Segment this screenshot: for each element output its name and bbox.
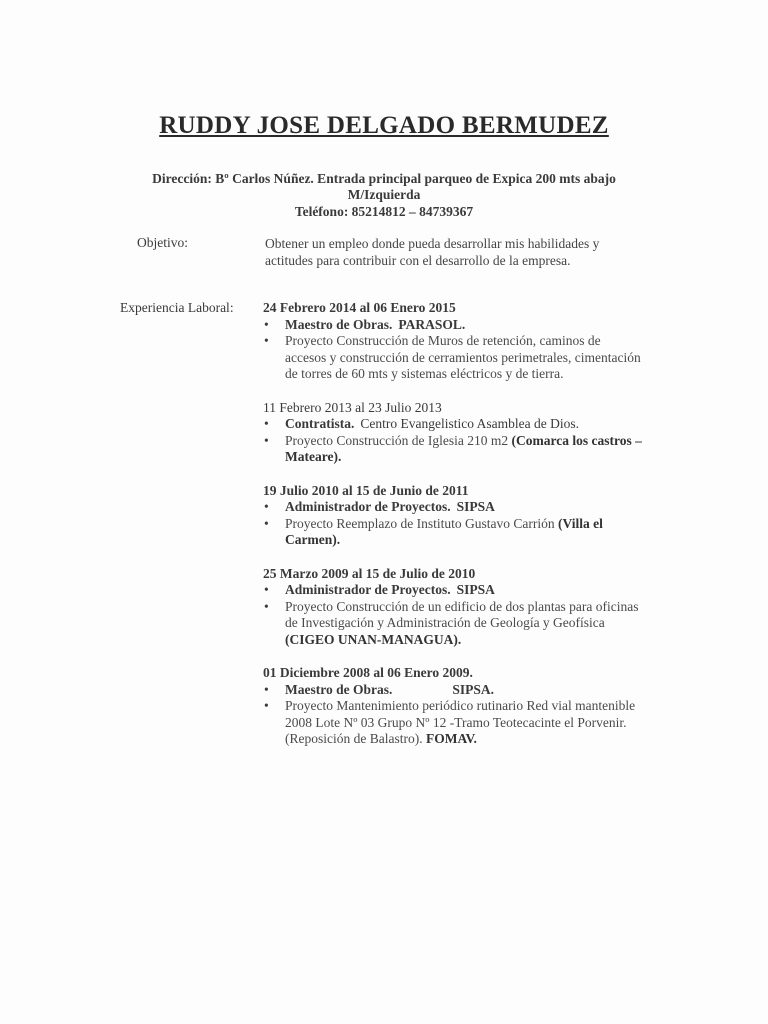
job-role: Maestro de Obras. — [285, 316, 393, 332]
job-role-item — [263, 499, 643, 516]
job-entry — [263, 300, 643, 383]
job-description-item — [263, 698, 643, 748]
job-description-item — [263, 516, 643, 549]
experience-list — [263, 300, 643, 765]
objective-label: Objetivo: — [137, 235, 188, 250]
job-role-item — [263, 416, 643, 433]
job-date: 24 Febrero 2014 al 06 Enero 2015 — [263, 300, 456, 315]
job-company: SIPSA — [456, 582, 495, 597]
objective-text: Obtener un empleo donde pueda desarrollar mis habilidades y actitudes para contribuir con el desarrollo de la empresa. — [265, 236, 600, 268]
job-location: (Villa el Carmen). — [285, 515, 603, 547]
job-role-item — [263, 682, 643, 699]
job-description: Proyecto Construcción de un edificio de dos plantas para oficinas de Investigación y Administración de Geología y Geofísica — [285, 598, 639, 630]
job-description: Proyecto Construcción de Iglesia 210 m2 — [285, 432, 509, 448]
job-details — [263, 499, 643, 549]
job-description-item — [263, 333, 643, 383]
job-description: Proyecto Construcción de Muros de retención, caminos de accesos y construcción de cerramientos perimetrales, cimentación de torres de 60 mts y sistemas eléctricos y de tierra. — [285, 333, 641, 381]
job-date: 25 Marzo 2009 al 15 de Julio de 2010 — [263, 565, 476, 581]
job-role-item — [263, 317, 643, 334]
job-description: Proyecto Reemplazo de Instituto Gustavo Carrión — [285, 515, 555, 531]
job-description: Proyecto Mantenimiento periódico rutinario Red vial mantenible 2008 Lote Nº 03 Grupo Nº 12 -Tramo Teotecacinte el Porvenir. (Reposición de Balastro). — [285, 698, 636, 746]
job-entry — [263, 400, 643, 466]
job-company: Centro Evangelistico Asamblea de Dios. — [360, 416, 579, 431]
job-company: SIPSA — [456, 499, 495, 514]
job-role: Administrador de Proyectos. — [285, 582, 451, 597]
job-details — [263, 416, 643, 466]
job-role: Contratista. — [285, 416, 355, 431]
job-details — [263, 582, 643, 648]
job-entry — [263, 665, 643, 748]
address-line: Dirección: Bº Carlos Núñez. Entrada principal parqueo de Expica 200 mts abajo — [152, 171, 616, 186]
job-details — [263, 317, 643, 383]
job-client: FOMAV. — [425, 731, 477, 746]
experience-label: Experiencia Laboral: — [120, 300, 234, 315]
phone-line: Teléfono: 85214812 – 84739367 — [294, 204, 474, 219]
job-role-item — [263, 582, 643, 599]
job-company: PARASOL. — [398, 316, 466, 332]
job-location: (CIGEO UNAN-MANAGUA). — [285, 631, 462, 647]
job-entry — [263, 566, 643, 649]
job-role: Maestro de Obras. — [285, 681, 393, 697]
job-description-item — [263, 599, 643, 649]
job-description-item — [263, 433, 643, 466]
job-date: 19 Julio 2010 al 15 de Junio de 2011 — [263, 482, 469, 498]
resume-title: RUDDY JOSE DELGADO BERMUDEZ — [159, 112, 609, 139]
job-company: SIPSA. — [452, 681, 495, 697]
job-details — [263, 682, 643, 748]
address-line-continued: M/Izquierda — [347, 187, 421, 202]
job-entry — [263, 483, 643, 549]
job-date: 11 Febrero 2013 al 23 Julio 2013 — [263, 399, 442, 415]
job-location: (Comarca los castros – Mateare). — [285, 432, 642, 464]
job-role: Administrador de Proyectos. — [285, 499, 451, 514]
job-date: 01 Diciembre 2008 al 06 Enero 2009. — [263, 665, 473, 680]
